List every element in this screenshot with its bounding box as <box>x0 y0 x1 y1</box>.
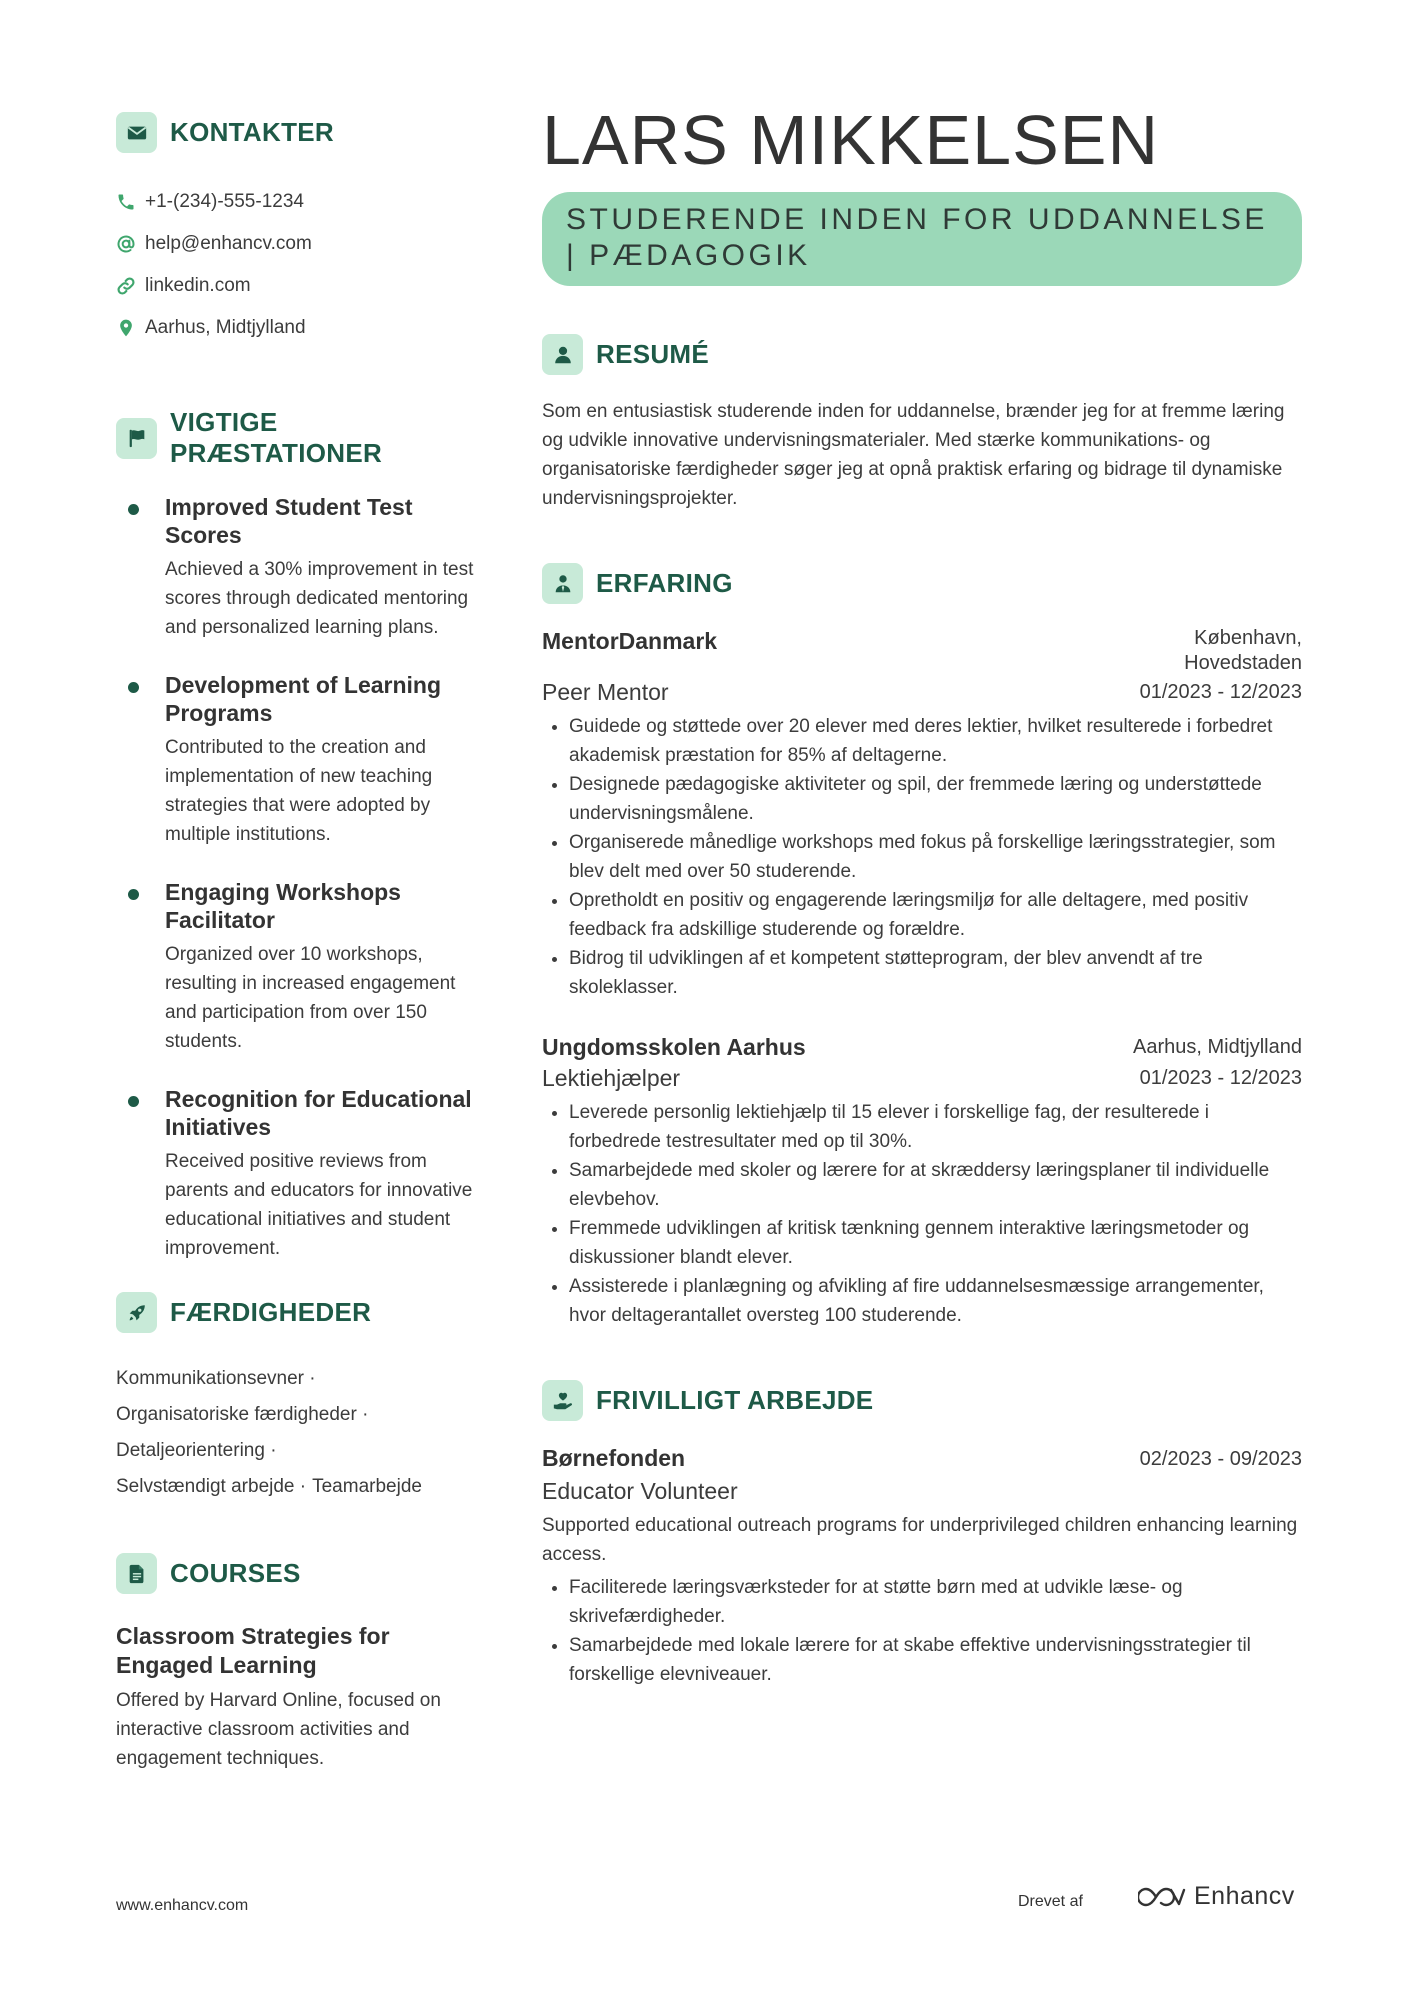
achievement-item <box>116 493 476 642</box>
job-bullet: • Opretholdt en positiv og engagerende læringsmiljø for alle deltagere, med positiv feedback fra adskillige studerende og forældre. <box>569 886 1302 944</box>
skills-title: FÆRDIGHEDER <box>170 1297 372 1327</box>
job-bullet: • Fremmede udviklingen af kritisk tænkning gennem interaktive læringsmetoder og diskussioner blandt elever. <box>569 1214 1302 1272</box>
bullet-dot <box>128 504 139 515</box>
experience-section <box>542 563 1302 1330</box>
job-title-banner: STUDERENDE INDEN FOR UDDANNELSE | PÆDAGOGIK <box>542 192 1302 286</box>
skills-heading <box>116 1292 476 1333</box>
volunteer-desc: Supported educational outreach programs for underprivileged children enhancing learning access. <box>542 1515 1298 1565</box>
summary-text: Som en entusiastisk studerende inden for uddannelse, brænder jeg for at fremme læring og udvikle innovative undervisningsmaterialer. Med stærke kommunikations- og organisatoriske færdigheder søger jeg at opnå praktisk erfaring og bidrage til dynamiske undervisningsprojekter. <box>542 401 1285 509</box>
achievement-title: Engaging Workshops Facilitator <box>165 879 401 933</box>
summary-heading <box>542 334 1302 375</box>
email-text: help@enhancv.com <box>145 233 312 254</box>
candidate-name: LARS MIKKELSEN <box>542 101 1159 179</box>
summary-title: RESUMÉ <box>596 339 710 369</box>
volunteer-section <box>542 1380 1302 1689</box>
achievement-desc: Achieved a 30% improvement in test scores through dedicated mentoring and personalized learning plans. <box>165 559 474 638</box>
link-icon <box>116 276 136 296</box>
skills-section <box>116 1292 476 1505</box>
contact-location <box>116 307 476 349</box>
skill-item: Selvstændigt arbejde · <box>116 1476 307 1497</box>
experience-title: ERFARING <box>596 568 733 598</box>
envelope-icon <box>116 112 157 153</box>
skill-item: Organisatoriske færdigheder · <box>116 1404 369 1425</box>
job-role: Lektiehjælper <box>542 1065 681 1091</box>
summary-section <box>542 334 1302 513</box>
bullet-dot <box>128 889 139 900</box>
job-bullets <box>542 712 1302 1002</box>
achievements-title: VIGTIGE PRÆSTATIONER <box>170 407 383 468</box>
job-bullet: • Designede pædagogiske aktiviteter og spil, der fremmede læring og understøttede undervisningsmålene. <box>569 770 1302 828</box>
achievement-desc: Contributed to the creation and implementation of new teaching strategies that were adopted by multiple institutions. <box>165 737 433 845</box>
experience-heading <box>542 563 1302 604</box>
right-column <box>542 100 1302 1689</box>
job-bullet: • Samarbejdede med skoler og lærere for at skræddersy læringsplaner til individuelle elevbehov. <box>569 1156 1302 1214</box>
achievement-item <box>116 878 476 1056</box>
briefcase-user-icon <box>542 563 583 604</box>
job-location: Aarhus, Midtjylland <box>1133 1036 1302 1058</box>
job-dates: 01/2023 - 12/2023 <box>1139 681 1302 703</box>
volunteer-heading <box>542 1380 1302 1421</box>
courses-section <box>116 1553 476 1773</box>
contact-email[interactable] <box>116 223 476 265</box>
job-dates: 01/2023 - 12/2023 <box>1139 1067 1302 1089</box>
job-bullet: • Assisterede i planlægning og afvikling af fire uddannelsesmæssige arrangementer, hvor deltagerantallet oversteg 100 studerende. <box>569 1272 1302 1330</box>
rocket-icon <box>116 1292 157 1333</box>
volunteer-bullet: • Faciliterede læringsværksteder for at støtte børn med at udvikle læse- og skrivefærdigheder. <box>569 1573 1302 1631</box>
flag-icon <box>116 418 157 459</box>
achievement-title: Improved Student Test Scores <box>165 494 413 548</box>
job-bullets <box>542 1098 1302 1330</box>
job-entry <box>542 1032 1302 1330</box>
volunteer-role: Educator Volunteer <box>542 1478 738 1504</box>
achievement-title: Development of Learning Programs <box>165 672 442 726</box>
phone-icon <box>116 192 136 212</box>
job-role: Peer Mentor <box>542 679 669 705</box>
job-bullet: • Leverede personlig lektiehjælp til 15 elever i forskellige fag, der resulterede i forbedrede testresultater med op til 30%. <box>569 1098 1302 1156</box>
achievement-desc: Received positive reviews from parents and educators for innovative educational initiatives and student improvement. <box>165 1151 473 1259</box>
linkedin-text: linkedin.com <box>145 275 251 296</box>
contact-phone[interactable] <box>116 181 476 223</box>
job-location: København, Hovedstaden <box>1184 627 1302 674</box>
enhancv-logo[interactable] <box>1138 1882 1295 1911</box>
skill-item: Teamarbejde <box>312 1476 422 1497</box>
achievements-heading <box>116 407 476 469</box>
course-title: Classroom Strategies for Engaged Learning <box>116 1623 390 1678</box>
document-icon <box>116 1553 157 1594</box>
contacts-section <box>116 112 476 349</box>
enhancv-logo-icon <box>1138 1884 1186 1910</box>
job-entry <box>542 626 1302 1002</box>
achievements-section <box>116 407 476 1263</box>
contacts-heading <box>116 112 476 153</box>
achievement-desc: Organized over 10 workshops, resulting in increased engagement and participation from over 150 students. <box>165 944 456 1052</box>
left-column <box>116 112 476 1773</box>
courses-title: COURSES <box>170 1558 301 1588</box>
phone-text: +1-(234)-555-1234 <box>145 191 304 212</box>
volunteer-org: Børnefonden <box>542 1445 686 1471</box>
courses-heading <box>116 1553 476 1594</box>
contacts-title: KONTAKTER <box>170 117 334 147</box>
heart-hand-icon <box>542 1380 583 1421</box>
footer-url[interactable]: www.enhancv.com <box>116 1897 249 1914</box>
volunteer-title: FRIVILLIGT ARBEJDE <box>596 1385 874 1415</box>
map-pin-icon <box>116 318 136 338</box>
volunteer-entry <box>542 1443 1302 1689</box>
job-bullet: • Organiserede månedlige workshops med fokus på forskellige læringsstrategier, som blev delt med over 50 studerende. <box>569 828 1302 886</box>
job-bullet: • Bidrog til udviklingen af et kompetent støtteprogram, der blev anvendt af tre skoleklasser. <box>569 944 1302 1002</box>
skill-item: Kommunikationsevner · <box>116 1368 316 1389</box>
footer-powered-by: Drevet af <box>1018 1893 1083 1910</box>
achievement-item <box>116 671 476 849</box>
course-desc: Offered by Harvard Online, focused on interactive classroom activities and engagement techniques. <box>116 1690 441 1769</box>
achievement-title: Recognition for Educational Initiatives <box>165 1086 472 1140</box>
volunteer-dates: 02/2023 - 09/2023 <box>1139 1448 1302 1470</box>
volunteer-bullets <box>542 1573 1302 1689</box>
enhancv-brand-text: Enhancv <box>1194 1882 1295 1910</box>
company-name: MentorDanmark <box>542 628 718 654</box>
volunteer-bullet: • Samarbejdede med lokale lærere for at skabe effektive undervisningsstrategier til forskellige elevniveauer. <box>569 1631 1302 1689</box>
company-name: Ungdomsskolen Aarhus <box>542 1034 806 1060</box>
bullet-dot <box>128 1096 139 1107</box>
at-sign-icon <box>116 234 136 254</box>
achievement-item <box>116 1085 476 1263</box>
job-bullet: • Guidede og støttede over 20 elever med deres lektier, hvilket resulterede i forbedret akademisk præstation for 85% af deltagerne. <box>569 712 1302 770</box>
location-text: Aarhus, Midtjylland <box>145 317 306 338</box>
skills-list <box>116 1361 476 1505</box>
bullet-dot <box>128 682 139 693</box>
contact-linkedin[interactable] <box>116 265 476 307</box>
user-icon <box>542 334 583 375</box>
skill-item: Detaljeorientering · <box>116 1440 277 1461</box>
